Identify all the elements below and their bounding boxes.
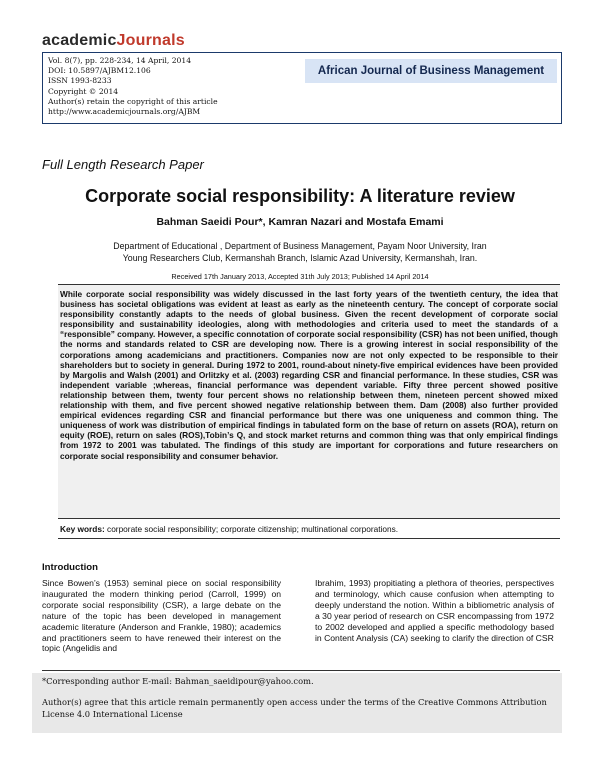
body-column-right: Ibrahim, 1993) propitiating a plethora of theories, perspectives and terminology, which cause confusion when attempting to deeply understand the notion. Within a bibliometric analysis of a 30 year period of research on CSR encompassing from 1972 to 2002 developed and applied a specific methodology based in Content Analysis (CA) seeking to clarify the direction of CSR xyxy=(315,578,554,643)
keywords-list: corporate social responsibility; corporate citizenship; multinational corporations. xyxy=(107,524,399,534)
keywords-divider xyxy=(58,538,560,539)
affiliation-1: Department of Educational , Department of Business Management, Payam Noor University, Iran xyxy=(113,241,487,251)
body-column-left: Since Bowen’s (1953) seminal piece on social responsibility inaugurated the modern thinking period (Carroll, 1999) on corporate social responsibility (CSR), a large debate on the nature of the topic has been developed in management academic literature (Anderson and Frankle, 1980); academics and practitioners seem to have renewed their interest on the topic (Angelidis and xyxy=(42,578,281,654)
logo-part-journals: Journals xyxy=(116,32,185,49)
received-dates: Received 17th January 2013, Accepted 31th July 2013; Published 14 April 2014 xyxy=(171,272,429,281)
section-heading-introduction: Introduction xyxy=(42,562,98,573)
keywords-label: Key words: xyxy=(60,524,105,534)
meta-doi[interactable]: DOI: 10.5897/AJBM12.106 xyxy=(48,66,151,76)
journal-name: African Journal of Business Management xyxy=(305,59,557,83)
footnote-divider xyxy=(42,670,560,671)
meta-copyright: Copyright © 2014 xyxy=(48,86,119,96)
meta-url[interactable]: http://www.academicjournals.org/AJBM xyxy=(48,107,201,117)
affiliations xyxy=(0,241,600,264)
license-note: Author(s) agree that this article remain permanently open access under the terms of the Creative Commons Attribution License 4.0 International License xyxy=(42,697,547,719)
corresponding-author[interactable]: *Corresponding author E-mail: Bahman_saeidipour@yahoo.com. xyxy=(42,676,314,686)
abstract-text: While corporate social responsibility was widely discussed in the last forty years of the twentieth century, the idea that business has societal obligations was evident at least as early as the nineteenth century. The concept of corporate social responsibility constantly adapts to the needs of global business. Given the recent development of corporate social responsibility and sustainability ideologies, along with methodologies and criteria used to meet the standards of a “responsible” company. However, a specific connotation of corporate social responsibility (CSR) has not been unified, though the norms and standards related to CSR are developing now. There is a growing interest in social responsibility of the corporations among academicians and practitioners. Companies now are not only expected to be responsible to their shareholders but to society in general. During 1972 to 2001, round-about ninety-five empirical evidences have been provided by Margolis and Walsh (2001) and Orlitzky et al. (2003) regarding CSR and financial performance. In these studies, CSR was independent variable ;whereas, financial performance was dependent variable. Fifty three percent showed positive relationship between them, twenty four percent shows no relationship between them, nineteen percent showed mixed relationship with them, and five percent showed negative relationship between them. Dam (2008) also further provided empirical evidences regarding CSR and financial performance but there was one uniqueness and common thing. The uniqueness of work was distribution of empirical findings in tabulated form on the base of return on assets (ROA), return on equity (ROE), return on sales (ROS),Tobin’s Q, and stock market returns and common thing was that only empirical findings from 1972 to 2001 was tabulated. The findings of this study are important for corporations and future researchers on corporate social responsibility and consumer behavior. xyxy=(60,289,558,461)
logo-part-academic: academic xyxy=(42,32,117,49)
research-type: Full Length Research Paper xyxy=(42,157,204,172)
keywords xyxy=(60,524,558,534)
article-title: Corporate social responsibility: A literature review xyxy=(85,186,515,206)
affiliation-2: Young Researchers Club, Kermanshah Branch, Islamic Azad University, Kermanshah, Iran. xyxy=(122,252,478,263)
author-list: Bahman Saeidi Pour*, Kamran Nazari and Mostafa Emami xyxy=(156,216,444,228)
meta-issn: ISSN 1993-8233 xyxy=(48,76,112,86)
publisher-logo xyxy=(42,32,185,50)
article-meta xyxy=(48,56,298,117)
meta-rights: Author(s) retain the copyright of this article xyxy=(48,96,218,106)
meta-volume: Vol. 8(7), pp. 228-234, 14 April, 2014 xyxy=(48,56,192,65)
